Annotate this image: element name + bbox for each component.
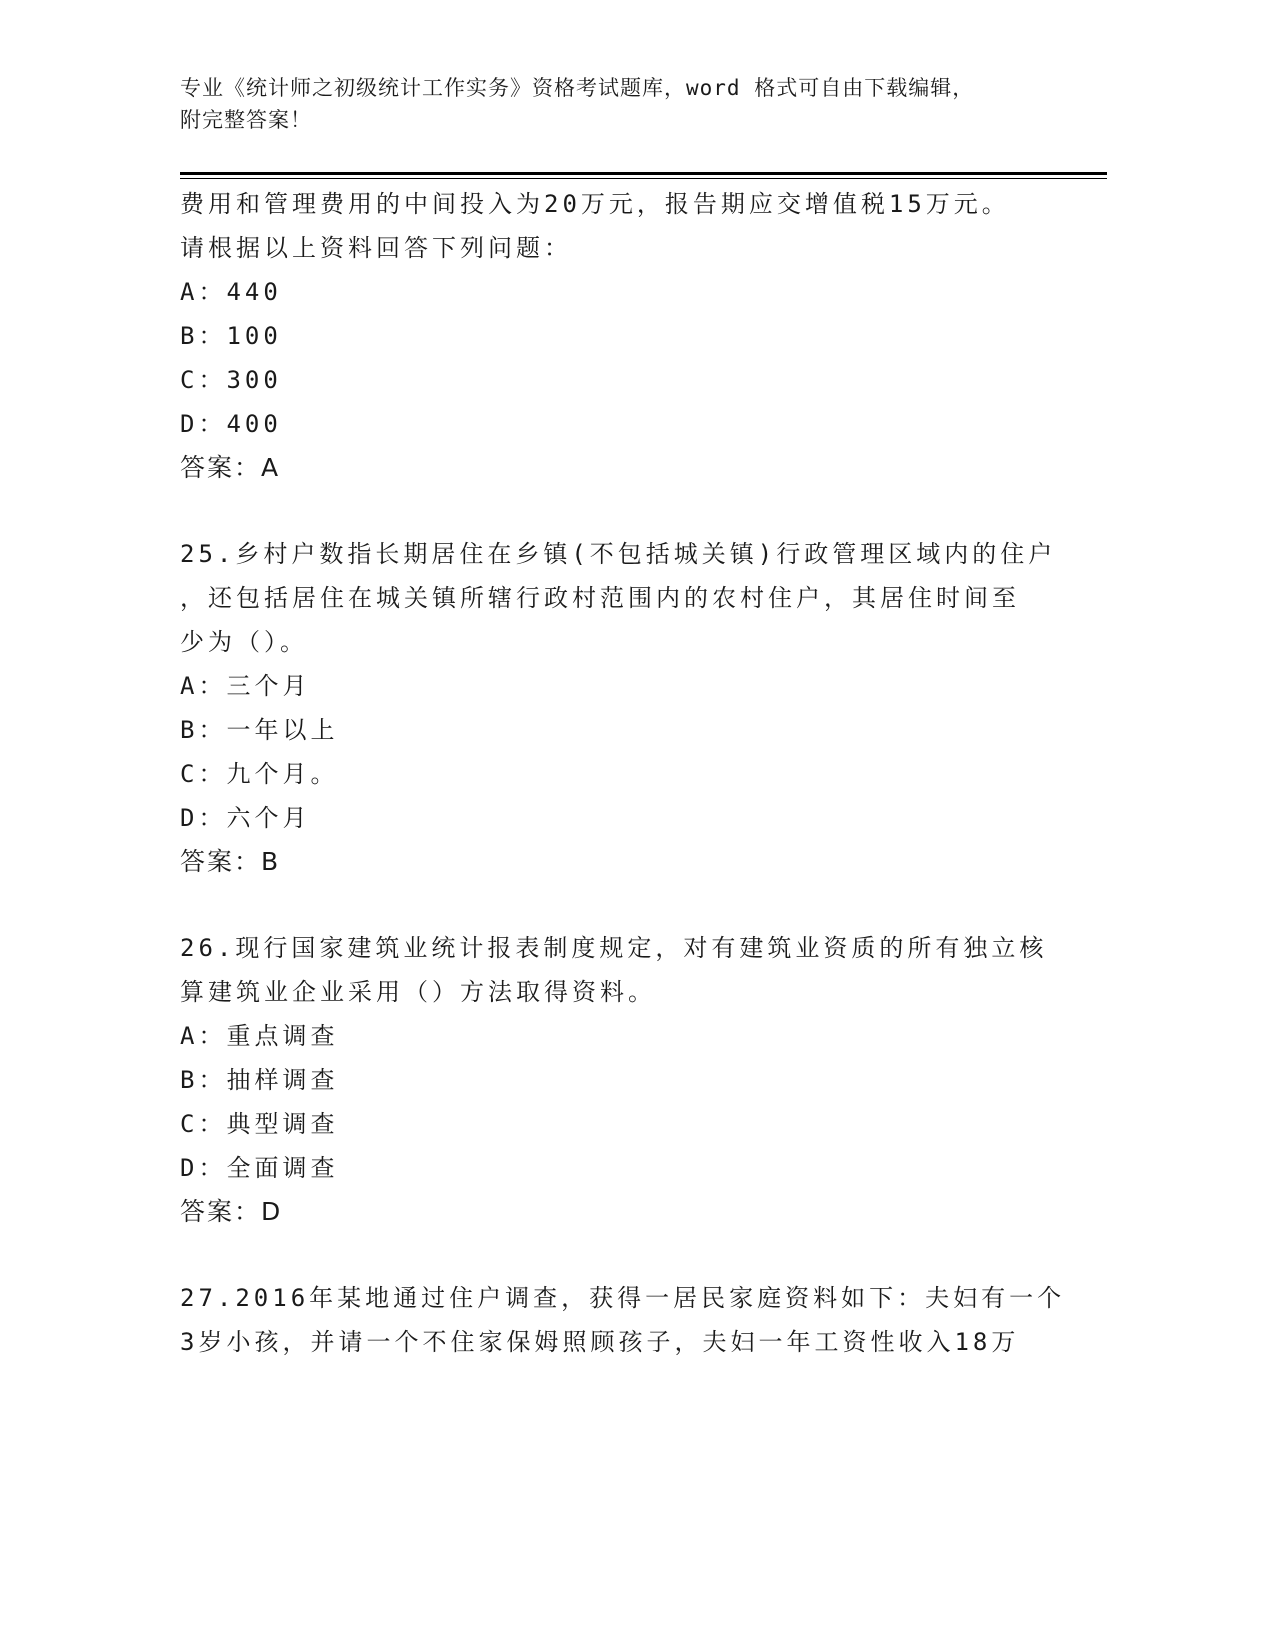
option-d: D：400 [180, 410, 282, 438]
option-d: D：全面调查 [180, 1154, 339, 1182]
question-text: 3岁小孩，并请一个不住家保姆照顾孩子，夫妇一年工资性收入18万 [180, 1328, 1020, 1356]
question-text: 算建筑业企业采用（）方法取得资料。 [180, 978, 656, 1006]
question-text: 少为（）。 [180, 628, 308, 656]
option-a: A：重点调查 [180, 1022, 339, 1050]
document-body [180, 182, 1080, 1364]
header-rule-thin [180, 178, 1107, 179]
option-c: C：九个月。 [180, 760, 339, 788]
spacer [180, 884, 1080, 926]
header-line-1: 专业《统计师之初级统计工作实务》资格考试题库，word 格式可自由下载编辑， [180, 76, 975, 100]
question-26 [180, 926, 1080, 1234]
spacer [180, 490, 1080, 532]
question-27 [180, 1276, 1080, 1364]
answer: 答案：B [180, 847, 281, 876]
document-header [180, 72, 1070, 136]
option-a: A：440 [180, 278, 282, 306]
question-text: 27.2016年某地通过住户调查，获得一居民家庭资料如下：夫妇有一个 [180, 1284, 1066, 1312]
answer: 答案：D [180, 1197, 283, 1226]
option-c: C：300 [180, 366, 282, 394]
option-b: B：抽样调查 [180, 1066, 339, 1094]
header-line-2: 附完整答案！ [180, 108, 312, 132]
spacer [180, 1234, 1080, 1276]
question-text: 费用和管理费用的中间投入为20万元，报告期应交增值税15万元。 [180, 190, 1010, 218]
answer: 答案：A [180, 453, 281, 482]
option-d: D：六个月 [180, 804, 311, 832]
question-text: ，还包括居住在城关镇所辖行政村范围内的农村住户，其居住时间至 [180, 584, 1020, 612]
question-text: 25.乡村户数指长期居住在乡镇(不包括城关镇)行政管理区域内的住户 [180, 540, 1057, 568]
option-b: B：一年以上 [180, 716, 339, 744]
question-25 [180, 532, 1080, 884]
option-c: C：典型调查 [180, 1110, 339, 1138]
question-text: 26.现行国家建筑业统计报表制度规定，对有建筑业资质的所有独立核 [180, 934, 1048, 962]
question-text: 请根据以上资料回答下列问题： [180, 234, 572, 262]
question-24 [180, 182, 1080, 490]
option-b: B：100 [180, 322, 282, 350]
header-rule-thick [180, 172, 1107, 175]
option-a: A：三个月 [180, 672, 311, 700]
